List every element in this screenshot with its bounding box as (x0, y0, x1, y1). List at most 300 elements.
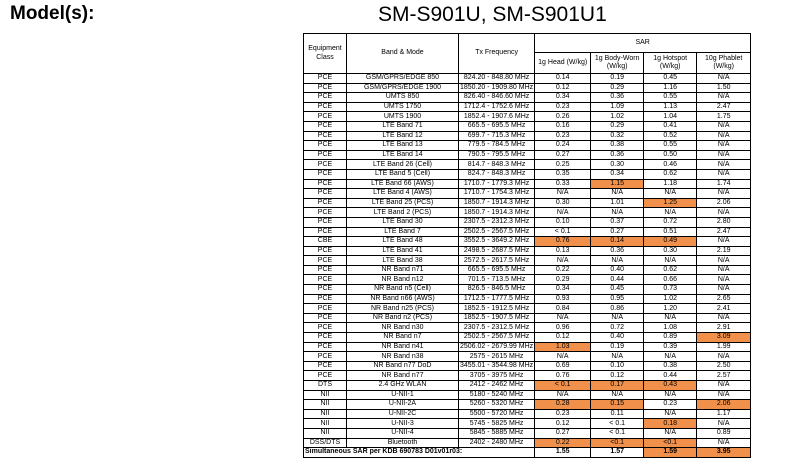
cell-band-mode: LTE Band 2 (PCS) (347, 208, 459, 218)
cell-band-mode: NR Band n30 (347, 323, 459, 333)
cell-band-mode: GSM/GPRS/EDGE 1900 (347, 83, 459, 93)
cell-tx-frequency: 3552.5 - 3649.2 MHz (459, 237, 535, 247)
cell-1g-hotspot: 0.73 (644, 285, 697, 295)
cell-equipment-class: CBE (304, 237, 347, 247)
cell-equipment-class: DTS (304, 381, 347, 391)
cell-tx-frequency: 1850.7 - 1914.3 MHz (459, 198, 535, 208)
cell-equipment-class: PCE (304, 198, 347, 208)
cell-1g-head: 0.24 (535, 141, 591, 151)
cell-1g-hotspot: 1.18 (644, 179, 697, 189)
cell-10g-phablet: 2.50 (697, 361, 751, 371)
cell-equipment-class: PCE (304, 352, 347, 362)
cell-band-mode: LTE Band 30 (347, 217, 459, 227)
cell-10g-phablet: 3.09 (697, 333, 751, 343)
cell-1g-head: 0.23 (535, 409, 591, 419)
cell-band-mode: LTE Band 4 (AWS) (347, 189, 459, 199)
cell-1g-hotspot: 1.08 (644, 323, 697, 333)
cell-1g-hotspot: 0.39 (644, 342, 697, 352)
cell-tx-frequency: 2575 - 2615 MHz (459, 352, 535, 362)
cell-1g-body-worn: N/A (591, 352, 644, 362)
cell-1g-hotspot: 0.62 (644, 169, 697, 179)
cell-1g-hotspot: N/A (644, 189, 697, 199)
cell-band-mode: LTE Band 7 (347, 227, 459, 237)
table-row (304, 361, 751, 371)
table-row (304, 285, 751, 295)
cell-band-mode: LTE Band 41 (347, 246, 459, 256)
cell-1g-hotspot: 1.16 (644, 83, 697, 93)
cell-tx-frequency: 824.7 - 848.3 MHz (459, 169, 535, 179)
cell-band-mode: U-NII-4 (347, 428, 459, 438)
cell-tx-frequency: 2307.5 - 2312.3 MHz (459, 217, 535, 227)
cell-band-mode: NR Band n77 DoD (347, 361, 459, 371)
cell-band-mode: LTE Band 48 (347, 237, 459, 247)
table-row (304, 313, 751, 323)
cell-1g-hotspot: 0.89 (644, 333, 697, 343)
cell-1g-hotspot: 0.66 (644, 275, 697, 285)
cell-1g-hotspot: 0.23 (644, 400, 697, 410)
cell-equipment-class: PCE (304, 275, 347, 285)
cell-tx-frequency: 790.5 - 795.5 MHz (459, 150, 535, 160)
header-tx-frequency: Tx Frequency (459, 34, 535, 74)
cell-tx-frequency: 779.5 - 784.5 MHz (459, 141, 535, 151)
cell-tx-frequency: 1710.7 - 1779.3 MHz (459, 179, 535, 189)
cell-1g-head: N/A (535, 352, 591, 362)
table-row (304, 217, 751, 227)
cell-1g-hotspot: 1.04 (644, 112, 697, 122)
table-row (304, 333, 751, 343)
cell-equipment-class: PCE (304, 179, 347, 189)
cell-tx-frequency: 2502.5 - 2567.5 MHz (459, 333, 535, 343)
table-row (304, 198, 751, 208)
cell-tx-frequency: 1710.7 - 1754.3 MHz (459, 189, 535, 199)
cell-10g-phablet: N/A (697, 381, 751, 391)
cell-equipment-class: PCE (304, 342, 347, 352)
cell-10g-phablet: 2.06 (697, 198, 751, 208)
cell-equipment-class: PCE (304, 93, 347, 103)
cell-equipment-class: PCE (304, 74, 347, 84)
cell-10g-phablet: 0.89 (697, 428, 751, 438)
cell-10g-phablet: N/A (697, 208, 751, 218)
cell-tx-frequency: 5260 - 5320 MHz (459, 400, 535, 410)
cell-1g-body-worn: 0.36 (591, 246, 644, 256)
cell-tx-frequency: 2412 - 2462 MHz (459, 381, 535, 391)
cell-1g-head: 0.33 (535, 179, 591, 189)
header-sar: SAR (535, 34, 751, 53)
cell-tx-frequency: 2572.5 - 2617.5 MHz (459, 256, 535, 266)
cell-1g-body-worn: < 0.1 (591, 428, 644, 438)
cell-equipment-class: PCE (304, 150, 347, 160)
cell-band-mode: NR Band n41 (347, 342, 459, 352)
cell-1g-head: 0.23 (535, 102, 591, 112)
cell-1g-body-worn: 0.12 (591, 371, 644, 381)
cell-1g-body-worn: N/A (591, 256, 644, 266)
cell-10g-phablet: N/A (697, 352, 751, 362)
cell-1g-hotspot: 0.18 (644, 419, 697, 429)
cell-1g-body-worn: < 0.1 (591, 419, 644, 429)
cell-1g-head: 0.76 (535, 371, 591, 381)
cell-1g-head: < 0.1 (535, 381, 591, 391)
cell-tx-frequency: 1852.5 - 1912.5 MHz (459, 304, 535, 314)
cell-band-mode: LTE Band 14 (347, 150, 459, 160)
cell-1g-hotspot: 0.72 (644, 217, 697, 227)
cell-1g-hotspot: 1.20 (644, 304, 697, 314)
cell-tx-frequency: 814.7 - 848.3 MHz (459, 160, 535, 170)
cell-band-mode: UMTS 1900 (347, 112, 459, 122)
cell-1g-hotspot: 1.02 (644, 294, 697, 304)
cell-10g-phablet: 2.57 (697, 371, 751, 381)
cell-band-mode: NR Band n5 (Cell) (347, 285, 459, 295)
cell-1g-body-worn: 1.09 (591, 102, 644, 112)
cell-1g-body-worn: <0.1 (591, 438, 644, 448)
cell-equipment-class: PCE (304, 83, 347, 93)
cell-equipment-class: PCE (304, 361, 347, 371)
cell-1g-head: 0.29 (535, 275, 591, 285)
cell-10g-phablet: N/A (697, 438, 751, 448)
cell-10g-phablet: N/A (697, 121, 751, 131)
simultaneous-phablet: 3.95 (697, 448, 751, 458)
cell-band-mode: NR Band n77 (347, 371, 459, 381)
cell-1g-body-worn: 0.45 (591, 285, 644, 295)
cell-1g-body-worn: 0.36 (591, 93, 644, 103)
cell-band-mode: U-NII-2A (347, 400, 459, 410)
cell-1g-head: 0.26 (535, 112, 591, 122)
cell-1g-head: 0.16 (535, 121, 591, 131)
cell-1g-head: N/A (535, 390, 591, 400)
cell-1g-body-worn: 0.86 (591, 304, 644, 314)
table-row (304, 438, 751, 448)
cell-1g-body-worn: N/A (591, 390, 644, 400)
table-row (304, 400, 751, 410)
cell-10g-phablet: N/A (697, 256, 751, 266)
cell-tx-frequency: 5500 - 5720 MHz (459, 409, 535, 419)
cell-1g-head: 0.12 (535, 333, 591, 343)
table-header-row (304, 34, 751, 53)
cell-1g-hotspot: 0.38 (644, 361, 697, 371)
cell-equipment-class: PCE (304, 246, 347, 256)
cell-tx-frequency: 824.20 - 848.80 MHz (459, 74, 535, 84)
cell-1g-hotspot: 1.25 (644, 198, 697, 208)
cell-1g-body-worn: 0.72 (591, 323, 644, 333)
cell-1g-head: 0.96 (535, 323, 591, 333)
table-row (304, 189, 751, 199)
cell-1g-hotspot: N/A (644, 352, 697, 362)
cell-tx-frequency: 1852.5 - 1907.5 MHz (459, 313, 535, 323)
model-value: SM-S901U, SM-S901U1 (378, 3, 607, 26)
table-row (304, 169, 751, 179)
cell-10g-phablet: N/A (697, 390, 751, 400)
header-10g-phablet: 10g Phablet (W/kg) (697, 53, 751, 74)
cell-1g-body-worn: 0.14 (591, 237, 644, 247)
cell-10g-phablet: N/A (697, 131, 751, 141)
cell-1g-head: 0.76 (535, 237, 591, 247)
cell-tx-frequency: 5180 - 5240 MHz (459, 390, 535, 400)
cell-1g-body-worn: 0.37 (591, 217, 644, 227)
cell-1g-head: 0.14 (535, 74, 591, 84)
cell-1g-head: 0.84 (535, 304, 591, 314)
cell-1g-hotspot: 0.55 (644, 141, 697, 151)
table-row (304, 304, 751, 314)
cell-band-mode: U-NII-1 (347, 390, 459, 400)
table-row (304, 246, 751, 256)
table-row (304, 74, 751, 84)
cell-band-mode: LTE Band 12 (347, 131, 459, 141)
cell-equipment-class: PCE (304, 265, 347, 275)
cell-1g-body-worn: 1.01 (591, 198, 644, 208)
cell-10g-phablet: 2.41 (697, 304, 751, 314)
cell-equipment-class: DSS/DTS (304, 438, 347, 448)
cell-1g-hotspot: 0.51 (644, 227, 697, 237)
cell-10g-phablet: N/A (697, 419, 751, 429)
cell-1g-body-worn: N/A (591, 208, 644, 218)
cell-10g-phablet: N/A (697, 141, 751, 151)
cell-1g-head: 0.27 (535, 428, 591, 438)
cell-1g-head: 0.23 (535, 131, 591, 141)
table-row (304, 93, 751, 103)
cell-1g-head: 0.12 (535, 419, 591, 429)
cell-10g-phablet: 2.19 (697, 246, 751, 256)
table-row (304, 83, 751, 93)
cell-1g-body-worn: 0.40 (591, 333, 644, 343)
cell-tx-frequency: 5745 - 5825 MHz (459, 419, 535, 429)
cell-1g-body-worn: 0.15 (591, 400, 644, 410)
cell-1g-body-worn: 1.15 (591, 179, 644, 189)
sar-table (303, 33, 751, 458)
cell-1g-body-worn: 0.44 (591, 275, 644, 285)
simultaneous-sar-label: Simultaneous SAR per KDB 690783 D01v01r03: (304, 448, 535, 458)
cell-1g-hotspot: 0.52 (644, 131, 697, 141)
cell-tx-frequency: 2506.02 - 2679.99 MHz (460, 342, 534, 350)
cell-tx-frequency: 3705 - 3975 MHz (459, 371, 535, 381)
cell-1g-hotspot: 0.44 (644, 371, 697, 381)
cell-tx-frequency: 699.7 - 715.3 MHz (459, 131, 535, 141)
table-row (304, 371, 751, 381)
cell-equipment-class: PCE (304, 313, 347, 323)
cell-1g-head: N/A (535, 256, 591, 266)
table-row (304, 160, 751, 170)
cell-equipment-class: PCE (304, 169, 347, 179)
cell-10g-phablet: N/A (697, 189, 751, 199)
cell-band-mode: NR Band n25 (PCS) (347, 304, 459, 314)
cell-1g-hotspot: 0.50 (644, 150, 697, 160)
cell-1g-body-worn: 0.38 (591, 141, 644, 151)
cell-10g-phablet: N/A (697, 313, 751, 323)
cell-band-mode: UMTS 850 (347, 93, 459, 103)
cell-1g-head: 0.30 (535, 198, 591, 208)
cell-1g-hotspot: N/A (644, 390, 697, 400)
cell-1g-head: 0.10 (535, 217, 591, 227)
cell-equipment-class: PCE (304, 160, 347, 170)
table-row (304, 102, 751, 112)
cell-10g-phablet: 2.47 (697, 102, 751, 112)
cell-10g-phablet: N/A (697, 169, 751, 179)
sar-table-body (304, 74, 751, 448)
cell-band-mode: LTE Band 5 (Cell) (347, 169, 459, 179)
header-band-mode: Band & Mode (347, 34, 459, 74)
cell-1g-body-worn: 0.17 (591, 381, 644, 391)
cell-1g-head: 0.22 (535, 438, 591, 448)
table-row (304, 179, 751, 189)
cell-equipment-class: PCE (304, 217, 347, 227)
cell-band-mode: NR Band n12 (347, 275, 459, 285)
cell-band-mode: NR Band n71 (347, 265, 459, 275)
cell-1g-body-worn: 0.29 (591, 121, 644, 131)
cell-1g-hotspot: 0.30 (644, 246, 697, 256)
table-row (304, 208, 751, 218)
table-row (304, 390, 751, 400)
cell-1g-head: 0.12 (535, 83, 591, 93)
cell-equipment-class: PCE (304, 304, 347, 314)
header-1g-hotspot: 1g Hotspot (W/kg) (644, 53, 697, 74)
cell-1g-head: 0.69 (535, 361, 591, 371)
cell-band-mode: LTE Band 25 (PCS) (347, 198, 459, 208)
cell-band-mode: LTE Band 13 (347, 141, 459, 151)
cell-1g-head: 0.25 (535, 160, 591, 170)
cell-1g-head: 0.28 (535, 400, 591, 410)
cell-1g-head: 0.22 (535, 265, 591, 275)
cell-equipment-class: PCE (304, 294, 347, 304)
cell-equipment-class: PCE (304, 121, 347, 131)
cell-1g-hotspot: N/A (644, 428, 697, 438)
cell-tx-frequency: 3455.01 - 3544.98 MHz (460, 362, 534, 370)
cell-10g-phablet: 2.06 (697, 400, 751, 410)
cell-band-mode: LTE Band 38 (347, 256, 459, 266)
table-row (304, 419, 751, 429)
table-row (304, 275, 751, 285)
cell-10g-phablet: 2.91 (697, 323, 751, 333)
table-row (304, 428, 751, 438)
cell-tx-frequency: 5845 - 5885 MHz (459, 428, 535, 438)
cell-band-mode: Bluetooth (347, 438, 459, 448)
cell-1g-body-worn: 1.02 (591, 112, 644, 122)
cell-band-mode: U-NII-2C (347, 409, 459, 419)
cell-1g-head: N/A (535, 189, 591, 199)
cell-1g-body-worn: 0.32 (591, 131, 644, 141)
cell-band-mode: UMTS 1750 (347, 102, 459, 112)
table-row (304, 409, 751, 419)
table-row (304, 256, 751, 266)
cell-tx-frequency: 826.5 - 846.5 MHz (459, 285, 535, 295)
cell-10g-phablet: 1.50 (697, 83, 751, 93)
cell-10g-phablet: N/A (697, 160, 751, 170)
cell-1g-head: 0.35 (535, 169, 591, 179)
cell-1g-hotspot: 0.46 (644, 160, 697, 170)
cell-tx-frequency: 1712.4 - 1752.6 MHz (459, 102, 535, 112)
cell-equipment-class: PCE (304, 371, 347, 381)
cell-1g-hotspot: N/A (644, 208, 697, 218)
cell-1g-body-worn: 0.40 (591, 265, 644, 275)
cell-1g-body-worn: 0.10 (591, 361, 644, 371)
table-row (304, 237, 751, 247)
cell-10g-phablet: N/A (697, 275, 751, 285)
cell-band-mode: NR Band n7 (347, 333, 459, 343)
cell-tx-frequency: 826.40 - 846.60 MHz (459, 93, 535, 103)
cell-1g-head: 0.27 (535, 150, 591, 160)
cell-tx-frequency: 2502.5 - 2567.5 MHz (459, 227, 535, 237)
cell-10g-phablet: N/A (697, 285, 751, 295)
cell-equipment-class: PCE (304, 208, 347, 218)
cell-1g-head: N/A (535, 208, 591, 218)
table-row (304, 342, 751, 352)
cell-1g-body-worn: 0.27 (591, 227, 644, 237)
table-row (304, 150, 751, 160)
simultaneous-body: 1.57 (591, 448, 644, 458)
table-row (304, 323, 751, 333)
cell-1g-head: < 0.1 (535, 227, 591, 237)
table-row (304, 265, 751, 275)
cell-tx-frequency: 2307.5 - 2312.5 MHz (459, 323, 535, 333)
cell-equipment-class: NII (304, 419, 347, 429)
cell-10g-phablet: 2.80 (697, 217, 751, 227)
cell-1g-head: 0.93 (535, 294, 591, 304)
cell-tx-frequency: 1850.20 - 1909.80 MHz (460, 83, 534, 91)
cell-1g-body-worn: 0.19 (591, 342, 644, 352)
cell-tx-frequency: 665.5 - 695.5 MHz (459, 265, 535, 275)
cell-equipment-class: NII (304, 409, 347, 419)
cell-band-mode: NR Band n66 (AWS) (347, 294, 459, 304)
cell-equipment-class: PCE (304, 131, 347, 141)
cell-1g-body-worn: 0.95 (591, 294, 644, 304)
cell-10g-phablet: N/A (697, 74, 751, 84)
table-row (304, 352, 751, 362)
cell-10g-phablet: N/A (697, 265, 751, 275)
cell-equipment-class: PCE (304, 256, 347, 266)
cell-band-mode: 2.4 GHz WLAN (347, 381, 459, 391)
cell-1g-head: N/A (535, 313, 591, 323)
cell-tx-frequency: 1712.5 - 1777.5 MHz (459, 294, 535, 304)
cell-band-mode: GSM/GPRS/EDGE 850 (347, 74, 459, 84)
cell-1g-body-worn: 0.34 (591, 169, 644, 179)
cell-1g-hotspot: 0.43 (644, 381, 697, 391)
cell-1g-head: 0.34 (535, 93, 591, 103)
cell-band-mode: NR Band n2 (PCS) (347, 313, 459, 323)
cell-1g-hotspot: <0.1 (644, 438, 697, 448)
table-row (304, 381, 751, 391)
cell-10g-phablet: N/A (697, 93, 751, 103)
cell-tx-frequency: 701.5 - 713.5 MHz (459, 275, 535, 285)
cell-10g-phablet: 2.47 (697, 227, 751, 237)
table-row (304, 121, 751, 131)
cell-1g-body-worn: 0.19 (591, 74, 644, 84)
cell-10g-phablet: 1.75 (697, 112, 751, 122)
cell-equipment-class: NII (304, 400, 347, 410)
cell-10g-phablet: 1.74 (697, 179, 751, 189)
cell-1g-body-worn: N/A (591, 189, 644, 199)
cell-band-mode: LTE Band 66 (AWS) (347, 179, 459, 189)
header-1g-head: 1g Head (W/kg) (535, 53, 591, 74)
cell-10g-phablet: N/A (697, 237, 751, 247)
cell-1g-body-worn: 0.29 (591, 83, 644, 93)
cell-equipment-class: PCE (304, 102, 347, 112)
cell-10g-phablet: 2.65 (697, 294, 751, 304)
header-1g-body-worn: 1g Body-Worn (W/kg) (591, 53, 644, 74)
cell-1g-body-worn: 0.30 (591, 160, 644, 170)
cell-1g-body-worn: 0.11 (591, 409, 644, 419)
cell-1g-hotspot: 0.55 (644, 93, 697, 103)
cell-1g-body-worn: N/A (591, 313, 644, 323)
cell-equipment-class: PCE (304, 323, 347, 333)
cell-tx-frequency: 1852.4 - 1907.6 MHz (459, 112, 535, 122)
header-equipment-class: Equipment Class (304, 34, 347, 74)
cell-tx-frequency: 2498.5 - 2687.5 MHz (459, 246, 535, 256)
cell-tx-frequency: 1850.7 - 1914.3 MHz (459, 208, 535, 218)
table-row (304, 112, 751, 122)
cell-equipment-class: PCE (304, 141, 347, 151)
cell-1g-head: 0.34 (535, 285, 591, 295)
cell-band-mode: LTE Band 26 (Cell) (347, 160, 459, 170)
cell-equipment-class: PCE (304, 333, 347, 343)
top-cropped-text (0, 0, 800, 2)
cell-tx-frequency: 2402 - 2480 MHz (459, 438, 535, 448)
